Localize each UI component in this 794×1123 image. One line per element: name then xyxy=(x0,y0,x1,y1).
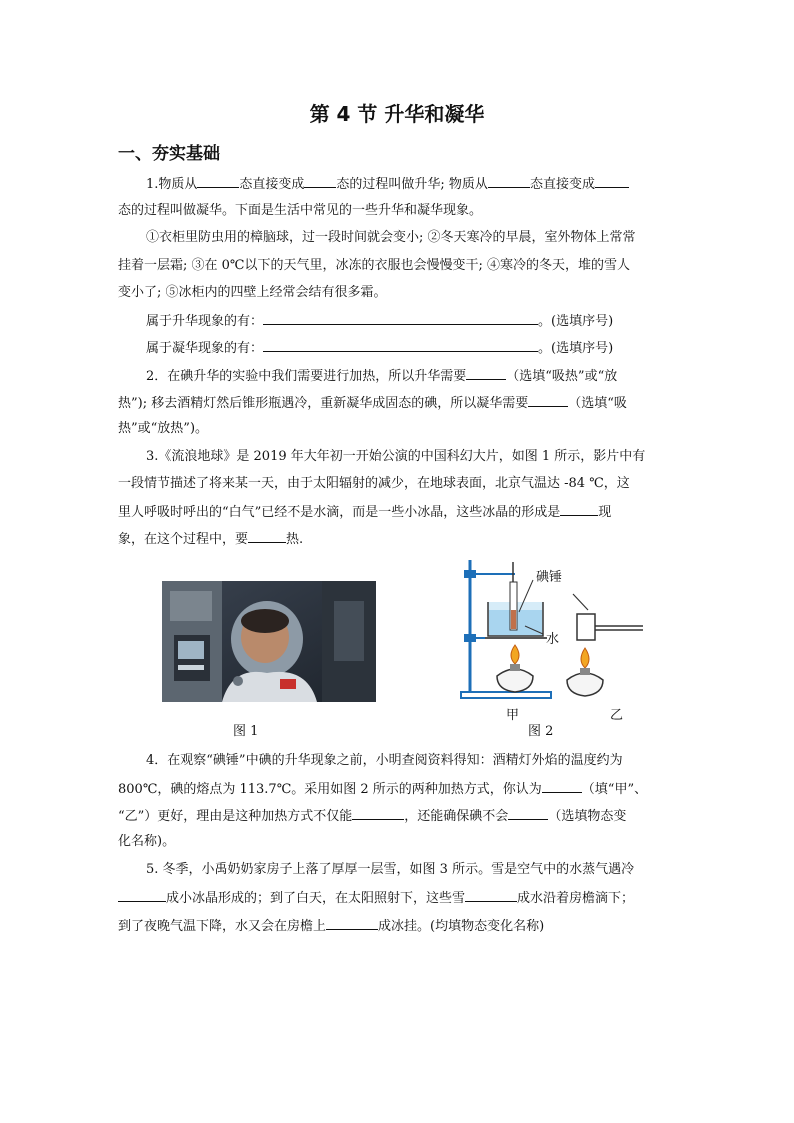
blank[interactable] xyxy=(263,311,538,325)
q2-line-3: 热”或“放热”)。 xyxy=(118,421,209,436)
q1-line-4: 挂着一层霜; ③在 0℃以下的天气里，冰冻的衣服也会慢慢变干; ④寒冷的冬天，堆的雪人 xyxy=(118,258,630,273)
q1-line-2: 态的过程叫做凝华。下面是生活中常见的一些升华和凝华现象。 xyxy=(118,203,483,218)
q2-line-2: 热”); 移去酒精灯然后锥形瓶遇冷，重新凝华成固态的碘，所以凝华需要 （选填“吸 xyxy=(118,393,678,413)
blank[interactable] xyxy=(466,366,506,380)
blank[interactable] xyxy=(528,393,568,407)
q3-line-2: 一段情节描述了将来某一天，由于太阳辐射的减少，在地球表面，北京气温达 -84 ℃，这 xyxy=(118,476,630,491)
label-iodine-hammer: 碘锤 xyxy=(536,570,563,585)
blank[interactable] xyxy=(560,502,598,516)
q5-line-1: 5. 冬季，小禹奶奶家房子上落了厚厚一层雪，如图 3 所示。雪是空气中的水蒸气遇冷 xyxy=(146,862,635,877)
q2-line-1: 2．在碘升华的实验中我们需要进行加热，所以升华需要 （选填“吸热”或“放 xyxy=(146,366,706,386)
section-heading: 一、夯实基础 xyxy=(118,144,220,164)
q1-sublimation-answer: 属于升华现象的有： 。(选填序号) xyxy=(146,311,706,331)
q4-line-1: 4．在观察“碘锤”中碘的升华现象之前，小明查阅资料得知：酒精灯外焰的温度约为 xyxy=(146,753,623,768)
label-water: 水 xyxy=(546,632,560,647)
label-yi: 乙 xyxy=(610,708,624,723)
q1-line-3: ①衣柜里防虫用的樟脑球，过一段时间就会变小; ②冬天寒冷的早晨，室外物体上常常 xyxy=(146,230,636,245)
blank[interactable] xyxy=(352,806,404,820)
page-title: 第 4 节 升华和凝华 xyxy=(309,102,485,126)
blank[interactable] xyxy=(263,338,538,352)
q4-line-4: 化名称)。 xyxy=(118,834,176,849)
blank[interactable] xyxy=(326,916,378,930)
blank[interactable] xyxy=(118,888,166,902)
label-jia: 甲 xyxy=(506,708,520,723)
q1-deposition-answer: 属于凝华现象的有： 。(选填序号) xyxy=(146,338,706,358)
q3-line-3: 里人呼吸时呼出的“白气”已经不是水滴，而是一些小冰晶，这些冰晶的形成是 现 xyxy=(118,502,678,522)
q1-line-1: 1.物质从 态直接变成 态的过程叫做升华; 物质从 态直接变成 xyxy=(146,174,706,194)
q4-line-3: “乙”）更好，理由是这种加热方式不仅能 ，还能确保碘不会 （选填物态变 xyxy=(118,806,678,826)
blank[interactable] xyxy=(197,174,239,188)
q3-line-1: 3.《流浪地球》是 2019 年大年初一开始公演的中国科幻大片，如图 1 所示，影片中有 xyxy=(146,449,646,464)
blank[interactable] xyxy=(595,174,629,188)
figure-2-caption: 图 2 xyxy=(528,724,554,739)
blank[interactable] xyxy=(542,779,582,793)
blank[interactable] xyxy=(248,529,286,543)
q1-line-5: 变小了; ⑤冰柜内的四壁上经常会结有很多霜。 xyxy=(118,285,387,300)
q4-line-2: 800℃，碘的熔点为 113.7℃。采用如图 2 所示的两种加热方式，你认为 （填“甲”、 xyxy=(118,779,678,799)
blank[interactable] xyxy=(465,888,517,902)
blank[interactable] xyxy=(488,174,530,188)
figure-1-astronaut-photo xyxy=(162,581,376,702)
q5-line-3: 到了夜晚气温下降，水又会在房檐上 成冰挂。(均填物态变化名称) xyxy=(118,916,678,936)
blank[interactable] xyxy=(508,806,548,820)
q3-line-4: 象，在这个过程中，要 热. xyxy=(118,529,678,549)
blank[interactable] xyxy=(304,174,336,188)
figure-1-caption: 图 1 xyxy=(233,724,259,739)
q5-line-2: 成小冰晶形成的；到了白天，在太阳照射下，这些雪 成水沿着房檐滴下； xyxy=(118,888,678,908)
